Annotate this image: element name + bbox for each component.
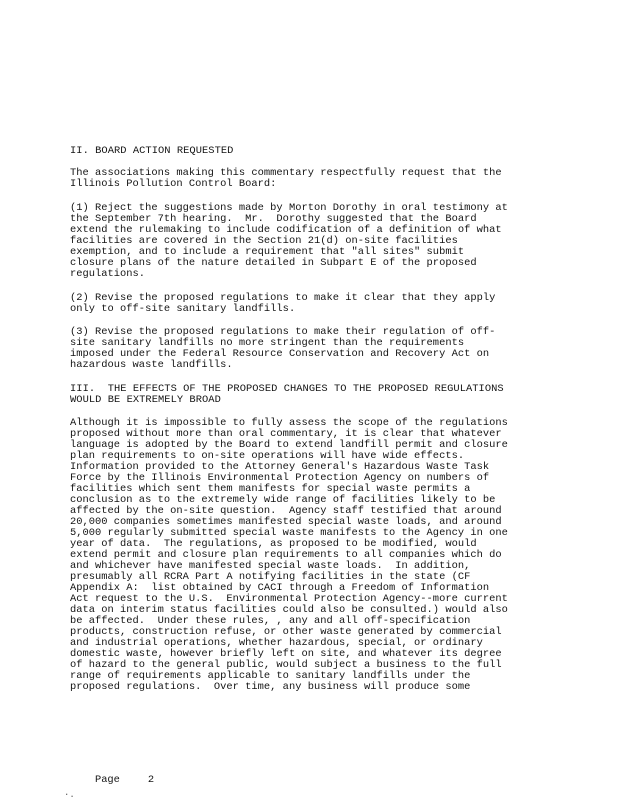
paragraph-line: Information provided to the Attorney General's Hazardous Waste Task: [70, 461, 490, 473]
paragraph-line: and whichever have manifested special waste loads. In addition,: [70, 560, 471, 572]
item-1-line: (1) Reject the suggestions made by Morton Dorothy in oral testimony at: [70, 202, 508, 214]
paragraph-line: proposed without more than oral commentary, it is clear that whatever: [70, 428, 502, 440]
paragraph-line: and industrial operations, whether hazardous, special, or ordinary: [70, 637, 483, 649]
paragraph-line: of hazard to the general public, would subject a business to the full: [70, 659, 502, 671]
item-1-line: regulations.: [70, 268, 146, 280]
item-1-line: exemption, and to include a requirement that "all sites" submit: [70, 246, 465, 258]
page-label: Page: [94, 774, 120, 786]
item-2-line: only to off-site sanitary landfills.: [70, 303, 296, 315]
paragraph-line: year of data. The regulations, as proposed to be modified, would: [70, 538, 477, 550]
section-iii-heading: WOULD BE EXTREMELY BROAD: [70, 394, 221, 406]
paragraph-line: Act request to the U.S. Environmental Protection Agency--more current: [70, 593, 508, 605]
intro-line: Illinois Pollution Control Board:: [70, 178, 277, 190]
section-ii-heading: II. BOARD ACTION REQUESTED: [70, 145, 234, 157]
section-iii-heading: III. THE EFFECTS OF THE PROPOSED CHANGES TO THE PROPOSED REGULATIONS: [70, 383, 504, 395]
paragraph-line: facilities which sent them manifests for special waste permits a: [70, 483, 471, 495]
page-number: 2: [147, 774, 155, 786]
intro-line: The associations making this commentary respectfully request that the: [70, 167, 502, 179]
paragraph-line: presumably all RCRA Part A notifying facilities in the state (CF: [70, 571, 471, 583]
item-3-line: hazardous waste landfills.: [70, 359, 233, 371]
scan-speck: ·.: [64, 790, 75, 800]
item-2-line: (2) Revise the proposed regulations to make it clear that they apply: [70, 292, 496, 304]
paragraph-line: domestic waste, however briefly left on site, and whatever its degree: [70, 648, 502, 660]
paragraph-line: conclusion as to the extremely wide range of facilities likely to be: [70, 494, 496, 506]
paragraph-line: range of requirements applicable to sanitary landfills under the: [70, 670, 471, 682]
paragraph-line: language is adopted by the Board to extend landfill permit and closure: [70, 439, 508, 451]
paragraph-line: Force by the Illinois Environmental Protection Agency on numbers of: [70, 472, 490, 484]
page-footer: [70, 762, 154, 798]
item-3-line: (3) Revise the proposed regulations to make their regulation of off-: [70, 326, 496, 338]
paragraph-line: be affected. Under these rules, , any and all off-specification: [70, 615, 471, 627]
item-1-line: the September 7th hearing. Mr. Dorothy suggested that the Board: [70, 213, 477, 225]
paragraph-line: plan requirements to on-site operations will have wide effects.: [70, 450, 465, 462]
paragraph-line: Although it is impossible to fully assess the scope of the regulations: [70, 417, 508, 429]
item-1-line: facilities are covered in the Section 21(d) on-site facilities: [70, 235, 458, 247]
paragraph-line: products, construction refuse, or other waste generated by commercial: [70, 626, 502, 638]
paragraph-line: data on interim status facilities could also be consulted.) would also: [70, 604, 508, 616]
item-3-line: site sanitary landfills no more stringent than the requirements: [70, 337, 465, 349]
paragraph-line: 5,000 regularly submitted special waste manifests to the Agency in one: [70, 527, 508, 539]
paragraph-line: extend permit and closure plan requirements to all companies which do: [70, 549, 502, 561]
paragraph-line: proposed regulations. Over time, any business will produce some: [70, 681, 471, 693]
paragraph-line: 20,000 companies sometimes manifested special waste loads, and around: [70, 516, 502, 528]
paragraph-line: affected by the on-site question. Agency staff testified that around: [70, 505, 502, 517]
item-3-line: imposed under the Federal Resource Conservation and Recovery Act on: [70, 348, 490, 360]
item-1-line: extend the rulemaking to include codification of a definition of what: [70, 224, 502, 236]
paragraph-line: Appendix A: list obtained by CACI through a Freedom of Information: [70, 582, 490, 594]
item-1-line: closure plans of the nature detailed in Subpart E of the proposed: [70, 257, 477, 269]
